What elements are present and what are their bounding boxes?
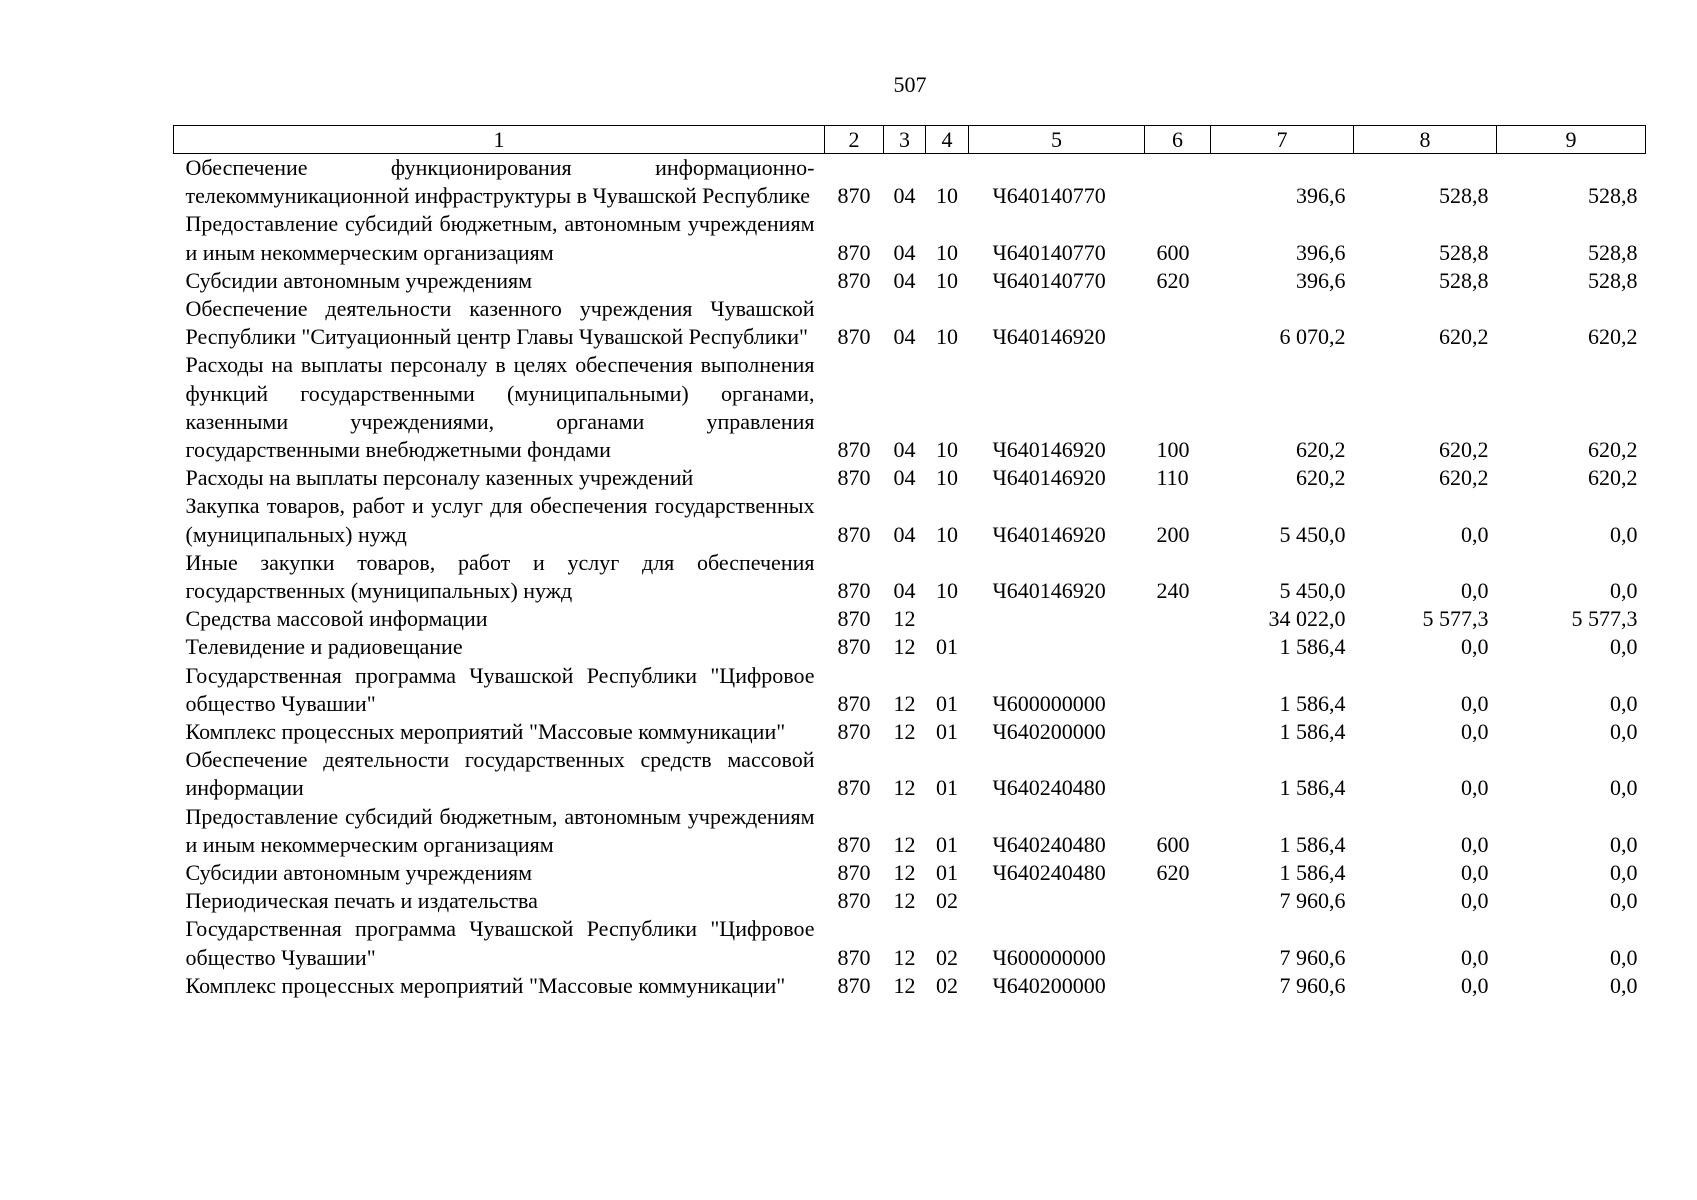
grbs-cell: 870	[837, 860, 871, 886]
grbs-cell: 870	[837, 775, 871, 801]
table-row	[174, 210, 1646, 266]
expense-type-cell	[1145, 605, 1211, 633]
grbs-cell: 870	[837, 465, 871, 491]
expense-type-cell: 620	[1156, 267, 1190, 293]
section-cell: 12	[893, 972, 916, 998]
amount-cell-col9: 0,0	[1610, 521, 1638, 547]
table-row	[174, 154, 1646, 211]
expense-type-cell	[1145, 718, 1211, 746]
expense-type-cell	[1145, 746, 1211, 802]
amount-cell-col8: 0,0	[1461, 775, 1489, 801]
target-article-cell: Ч640146920	[992, 465, 1106, 491]
subsection-cell: 10	[936, 521, 958, 547]
amount-cell-col7: 5 450,0	[1279, 578, 1346, 604]
section-cell: 04	[893, 578, 916, 604]
amount-cell-col7: 1 586,4	[1279, 634, 1346, 660]
target-article-cell: Ч640140770	[992, 239, 1106, 265]
amount-cell-col8: 0,0	[1461, 521, 1489, 547]
expense-type-cell: 200	[1156, 521, 1190, 547]
row-name-cell: Субсидии автономным учреждениям	[185, 860, 533, 886]
section-cell: 04	[893, 324, 916, 350]
expense-type-cell	[1145, 662, 1211, 718]
subsection-cell: 01	[936, 775, 958, 801]
target-article-cell: Ч640240480	[992, 831, 1106, 857]
amount-cell-col8: 0,0	[1461, 578, 1489, 604]
expense-type-cell: 100	[1156, 437, 1190, 463]
column-header: 4	[926, 126, 969, 154]
expense-type-cell	[1145, 633, 1211, 661]
amount-cell-col9: 0,0	[1610, 634, 1638, 660]
subsection-cell: 01	[936, 719, 958, 745]
table-row	[174, 972, 1646, 1000]
target-article-cell: Ч640140770	[992, 267, 1106, 293]
section-cell: 04	[893, 183, 916, 209]
subsection-cell: 01	[936, 860, 958, 886]
row-name-cell: Обеспечение функционирования информационно-телекоммуникационной инфраструктуры в Чувашской Республике	[185, 155, 815, 209]
amount-cell-col8: 620,2	[1439, 324, 1489, 350]
amount-cell-col9: 620,2	[1588, 437, 1638, 463]
section-cell: 12	[893, 690, 916, 716]
section-cell: 12	[893, 888, 916, 914]
grbs-cell: 870	[837, 606, 871, 632]
target-article-cell: Ч640240480	[992, 860, 1106, 886]
table-row	[174, 295, 1646, 351]
amount-cell-col9: 0,0	[1610, 831, 1638, 857]
grbs-cell: 870	[837, 972, 871, 998]
amount-cell-col8: 0,0	[1461, 972, 1489, 998]
amount-cell-col7: 1 586,4	[1279, 690, 1346, 716]
grbs-cell: 870	[837, 521, 871, 547]
column-header: 1	[174, 126, 825, 154]
section-cell: 04	[893, 437, 916, 463]
target-article-cell: Ч600000000	[992, 944, 1106, 970]
expense-type-cell	[1145, 154, 1211, 211]
amount-cell-col9: 0,0	[1610, 719, 1638, 745]
amount-cell-col8: 528,8	[1439, 239, 1489, 265]
budget-table	[173, 125, 1646, 1000]
subsection-cell	[926, 605, 969, 633]
grbs-cell: 870	[837, 888, 871, 914]
grbs-cell: 870	[837, 324, 871, 350]
column-header: 5	[969, 126, 1145, 154]
amount-cell-col8: 0,0	[1461, 690, 1489, 716]
column-header: 9	[1497, 126, 1646, 154]
grbs-cell: 870	[837, 239, 871, 265]
subsection-cell: 10	[936, 437, 958, 463]
amount-cell-col7: 396,6	[1296, 267, 1346, 293]
amount-cell-col7: 1 586,4	[1279, 860, 1346, 886]
column-header: 3	[884, 126, 926, 154]
target-article-cell	[969, 633, 1145, 661]
table-row	[174, 887, 1646, 915]
amount-cell-col7: 7 960,6	[1279, 888, 1346, 914]
table-row	[174, 633, 1646, 661]
row-name-cell: Обеспечение деятельности государственных средств массовой информации	[185, 747, 815, 801]
amount-cell-col9: 620,2	[1588, 324, 1638, 350]
grbs-cell: 870	[837, 578, 871, 604]
column-header: 2	[825, 126, 884, 154]
target-article-cell: Ч640140770	[992, 183, 1106, 209]
row-name-cell: Государственная программа Чувашской Республики "Цифровое общество Чувашии"	[185, 916, 815, 970]
row-name-cell: Государственная программа Чувашской Республики "Цифровое общество Чувашии"	[185, 662, 815, 716]
section-cell: 04	[893, 239, 916, 265]
table-row	[174, 746, 1646, 802]
amount-cell-col8: 620,2	[1439, 465, 1489, 491]
subsection-cell: 02	[936, 888, 958, 914]
amount-cell-col7: 620,2	[1296, 437, 1346, 463]
amount-cell-col9: 528,8	[1588, 267, 1638, 293]
section-cell: 12	[893, 719, 916, 745]
section-cell: 04	[893, 465, 916, 491]
page-number: 507	[893, 72, 927, 97]
table-row	[174, 267, 1646, 295]
amount-cell-col9: 620,2	[1588, 465, 1638, 491]
section-cell: 12	[893, 606, 916, 632]
amount-cell-col8: 528,8	[1439, 267, 1489, 293]
table-row	[174, 718, 1646, 746]
table-row	[174, 549, 1646, 605]
amount-cell-col8: 528,8	[1439, 183, 1489, 209]
row-name-cell: Расходы на выплаты персоналу в целях обеспечения выполнения функций государственными (муниципальными) органами, казенными учреждениями, органами управления государственными внебюджетными фондами	[185, 352, 815, 463]
amount-cell-col9: 0,0	[1610, 690, 1638, 716]
amount-cell-col7: 34 022,0	[1268, 606, 1346, 632]
section-cell: 04	[893, 521, 916, 547]
column-header: 6	[1145, 126, 1211, 154]
expense-type-cell: 600	[1156, 831, 1190, 857]
target-article-cell: Ч640240480	[992, 775, 1106, 801]
expense-type-cell: 620	[1156, 860, 1190, 886]
column-header: 8	[1354, 126, 1497, 154]
row-name-cell: Периодическая печать и издательства	[185, 888, 538, 914]
subsection-cell: 10	[936, 324, 958, 350]
subsection-cell: 01	[936, 634, 958, 660]
amount-cell-col9: 5 577,3	[1571, 606, 1638, 632]
amount-cell-col7: 6 070,2	[1279, 324, 1346, 350]
grbs-cell: 870	[837, 634, 871, 660]
subsection-cell: 10	[936, 578, 958, 604]
amount-cell-col8: 0,0	[1461, 860, 1489, 886]
table-row	[174, 492, 1646, 548]
row-name-cell: Комплекс процессных мероприятий "Массовые коммуникации"	[185, 972, 786, 998]
expense-type-cell	[1145, 915, 1211, 971]
table-row	[174, 803, 1646, 859]
expense-type-cell: 110	[1156, 465, 1189, 491]
target-article-cell: Ч640146920	[992, 521, 1106, 547]
grbs-cell: 870	[837, 831, 871, 857]
target-article-cell: Ч640200000	[992, 972, 1106, 998]
target-article-cell	[969, 887, 1145, 915]
header-row	[174, 126, 1646, 154]
subsection-cell: 01	[936, 831, 958, 857]
table-row	[174, 859, 1646, 887]
amount-cell-col9: 528,8	[1588, 183, 1638, 209]
amount-cell-col7: 1 586,4	[1279, 719, 1346, 745]
amount-cell-col7: 396,6	[1296, 183, 1346, 209]
subsection-cell: 01	[936, 690, 958, 716]
amount-cell-col9: 0,0	[1610, 944, 1638, 970]
row-name-cell: Иные закупки товаров, работ и услуг для обеспечения государственных (муниципальных) нужд	[185, 549, 815, 604]
section-cell: 12	[893, 831, 916, 857]
table-header	[174, 126, 1646, 154]
table-body	[174, 154, 1646, 1001]
grbs-cell: 870	[837, 690, 871, 716]
expense-type-cell: 240	[1156, 578, 1190, 604]
row-name-cell: Обеспечение деятельности казенного учреждения Чувашской Республики "Ситуационный центр Главы Чувашской Республики"	[185, 296, 815, 350]
table-row	[174, 662, 1646, 718]
target-article-cell: Ч640146920	[992, 324, 1106, 350]
row-name-cell: Предоставление субсидий бюджетным, автономным учреждениям и иным некоммерческим организациям	[185, 803, 815, 857]
subsection-cell: 02	[936, 972, 958, 998]
column-header: 7	[1211, 126, 1354, 154]
row-name-cell: Телевидение и радиовещание	[185, 634, 463, 660]
amount-cell-col9: 0,0	[1610, 972, 1638, 998]
section-cell: 04	[893, 267, 916, 293]
amount-cell-col9: 0,0	[1610, 860, 1638, 886]
expense-type-cell: 600	[1156, 239, 1190, 265]
target-article-cell: Ч640146920	[992, 437, 1106, 463]
amount-cell-col7: 396,6	[1296, 239, 1346, 265]
amount-cell-col8: 0,0	[1461, 888, 1489, 914]
expense-type-cell	[1145, 972, 1211, 1000]
grbs-cell: 870	[837, 719, 871, 745]
table-row	[174, 464, 1646, 492]
section-cell: 12	[893, 944, 916, 970]
row-name-cell: Расходы на выплаты персоналу казенных учреждений	[185, 465, 694, 491]
amount-cell-col7: 1 586,4	[1279, 831, 1346, 857]
expense-type-cell	[1145, 295, 1211, 351]
subsection-cell: 10	[936, 239, 958, 265]
amount-cell-col7: 620,2	[1296, 465, 1346, 491]
subsection-cell: 02	[936, 944, 958, 970]
table-row	[174, 351, 1646, 464]
subsection-cell: 10	[936, 183, 958, 209]
amount-cell-col7: 7 960,6	[1279, 972, 1346, 998]
amount-cell-col8: 0,0	[1461, 831, 1489, 857]
grbs-cell: 870	[837, 183, 871, 209]
grbs-cell: 870	[837, 944, 871, 970]
section-cell: 12	[893, 775, 916, 801]
amount-cell-col7: 1 586,4	[1279, 775, 1346, 801]
amount-cell-col8: 0,0	[1461, 944, 1489, 970]
subsection-cell: 10	[936, 465, 958, 491]
amount-cell-col7: 7 960,6	[1279, 944, 1346, 970]
row-name-cell: Закупка товаров, работ и услуг для обеспечения государственных (муниципальных) нужд	[185, 493, 815, 547]
amount-cell-col8: 0,0	[1461, 634, 1489, 660]
amount-cell-col7: 5 450,0	[1279, 521, 1346, 547]
target-article-cell: Ч600000000	[992, 690, 1106, 716]
row-name-cell: Предоставление субсидий бюджетным, автономным учреждениям и иным некоммерческим организациям	[185, 211, 815, 265]
amount-cell-col9: 528,8	[1588, 239, 1638, 265]
section-cell: 12	[893, 860, 916, 886]
section-cell: 12	[893, 634, 916, 660]
row-name-cell: Средства массовой информации	[185, 606, 488, 632]
grbs-cell: 870	[837, 437, 871, 463]
table-row	[174, 915, 1646, 971]
subsection-cell: 10	[936, 267, 958, 293]
target-article-cell: Ч640200000	[992, 719, 1106, 745]
amount-cell-col9: 0,0	[1610, 888, 1638, 914]
amount-cell-col9: 0,0	[1610, 775, 1638, 801]
table-row	[174, 605, 1646, 633]
target-article-cell	[969, 605, 1145, 633]
row-name-cell: Субсидии автономным учреждениям	[185, 267, 533, 293]
amount-cell-col9: 0,0	[1610, 578, 1638, 604]
amount-cell-col8: 620,2	[1439, 437, 1489, 463]
amount-cell-col8: 0,0	[1461, 719, 1489, 745]
grbs-cell: 870	[837, 267, 871, 293]
expense-type-cell	[1145, 887, 1211, 915]
target-article-cell: Ч640146920	[992, 578, 1106, 604]
row-name-cell: Комплекс процессных мероприятий "Массовые коммуникации"	[185, 719, 786, 745]
amount-cell-col8: 5 577,3	[1422, 606, 1489, 632]
